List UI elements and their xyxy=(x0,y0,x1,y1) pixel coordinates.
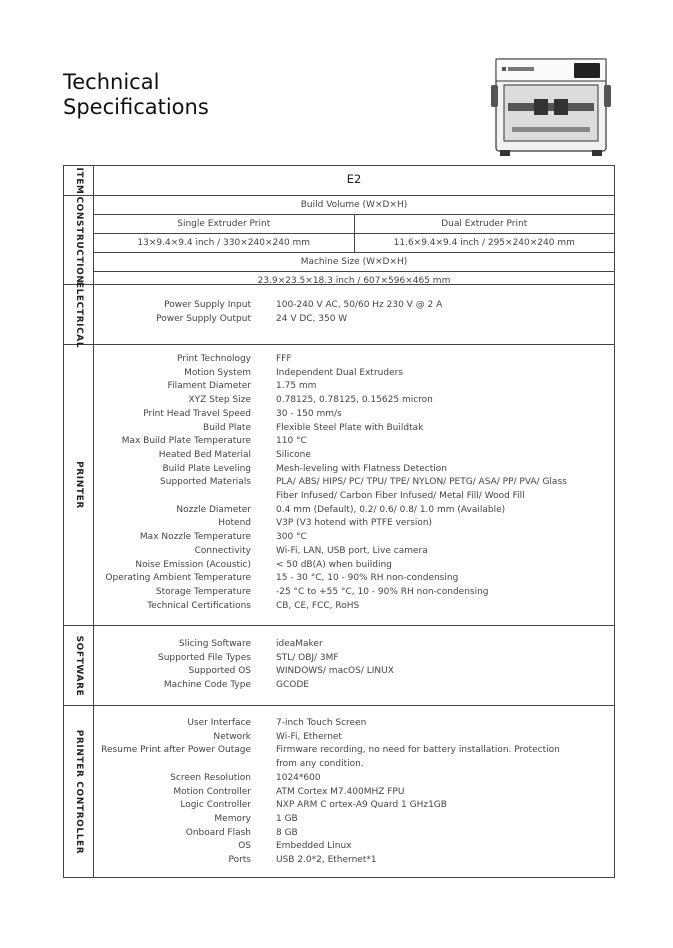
spec-value: 1 GB xyxy=(276,813,298,824)
spec-key: Hotend xyxy=(218,518,251,529)
spec-row xyxy=(94,758,614,772)
spec-row xyxy=(94,772,614,786)
spec-row xyxy=(94,517,614,531)
page-title xyxy=(63,70,209,120)
spec-key: Print Head Travel Speed xyxy=(143,408,251,419)
spec-key: XYZ Step Size xyxy=(188,395,251,406)
build-volume-header: Build Volume (W×D×H) xyxy=(300,200,408,210)
spec-row xyxy=(94,313,614,327)
spec-row xyxy=(94,744,614,758)
spec-key: Nozzle Diameter xyxy=(176,504,251,515)
spec-value: 30 - 150 mm/s xyxy=(276,408,342,419)
spec-value: Flexible Steel Plate with Buildtak xyxy=(276,422,424,433)
spec-row xyxy=(94,435,614,449)
spec-value: 1.75 mm xyxy=(276,381,317,392)
spec-value: FFF xyxy=(276,354,292,364)
dual-extruder-header: Dual Extruder Print xyxy=(354,215,615,233)
spec-row xyxy=(94,572,614,586)
page-title-line-1: Technical xyxy=(63,70,160,94)
spec-value: Mesh-leveling with Flatness Detection xyxy=(276,463,447,474)
controller-section xyxy=(64,705,614,877)
spec-value: PLA/ ABS/ HIPS/ PC/ TPU/ TPE/ NYLON/ PETG/ ASA/ PP/ PVA/ Glass xyxy=(276,477,567,488)
spec-value: STL/ OBJ/ 3MF xyxy=(276,652,339,663)
spec-key: Max Nozzle Temperature xyxy=(139,532,251,543)
spec-row xyxy=(94,799,614,813)
spec-row xyxy=(94,665,614,679)
spec-row xyxy=(94,786,614,800)
spec-value: -25 °C to +55 °C, 10 - 90% RH non-condensing xyxy=(276,586,489,597)
spec-row xyxy=(94,367,614,381)
spec-key xyxy=(94,490,276,504)
spec-row xyxy=(94,679,614,693)
spec-row xyxy=(94,353,614,367)
spec-key: Onboard Flash xyxy=(185,827,251,838)
spec-row xyxy=(94,463,614,477)
spec-row xyxy=(94,476,614,490)
item-section xyxy=(64,166,614,195)
printer-section xyxy=(64,344,614,625)
section-label: ITEM xyxy=(64,166,94,195)
spec-row xyxy=(94,380,614,394)
spec-row xyxy=(94,854,614,868)
spec-key: Technical Certifications xyxy=(147,600,251,611)
spec-key: OS xyxy=(238,841,251,852)
spec-value: Wi-Fi, Ethernet xyxy=(276,731,342,742)
single-extruder-value: 13×9.4×9.4 inch / 330×240×240 mm xyxy=(137,238,311,248)
spec-value: 0.78125, 0.78125, 0.15625 micron xyxy=(276,395,433,406)
spec-value: 15 - 30 °C, 10 - 90% RH non-condensing xyxy=(276,573,459,584)
spec-key: Motion Controller xyxy=(173,786,251,797)
spec-row xyxy=(94,299,614,313)
spec-value: GCODE xyxy=(276,680,309,691)
spec-row xyxy=(94,813,614,827)
spec-row xyxy=(94,422,614,436)
spec-key: Logic Controller xyxy=(180,800,251,811)
spec-value: Fiber Infused/ Carbon Fiber Infused/ Metal Fill/ Wood Fill xyxy=(276,491,525,502)
spec-value: Wi-Fi, LAN, USB port, Live camera xyxy=(276,545,428,556)
spec-value: Firmware recording, no need for battery installation. Protection xyxy=(276,745,560,756)
spec-key: Power Supply Input xyxy=(164,300,251,310)
section-label: SOFTWARE xyxy=(64,626,94,705)
spec-key: Operating Ambient Temperature xyxy=(105,573,251,584)
spec-value: Independent Dual Extruders xyxy=(276,367,404,378)
spec-value: V3P (V3 hotend with PTFE version) xyxy=(276,518,433,529)
spec-value: 7-inch Touch Screen xyxy=(276,718,367,728)
dual-extruder-value: 11.6×9.4×9.4 inch / 295×240×240 mm xyxy=(354,234,615,252)
spec-key: Screen Resolution xyxy=(170,772,251,783)
spec-table xyxy=(63,165,615,878)
spec-value: 300 °C xyxy=(276,532,307,543)
spec-value: 100-240 V AC, 50/60 Hz 230 V @ 2 A xyxy=(276,300,443,310)
controller-rows xyxy=(94,717,614,868)
spec-row xyxy=(94,638,614,652)
construction-section xyxy=(64,195,614,284)
spec-value: 24 V DC, 350 W xyxy=(276,313,348,324)
spec-value: Embedded Linux xyxy=(276,841,352,852)
spec-value: NXP ARM C ortex-A9 Quard 1 GHz1GB xyxy=(276,800,447,811)
spec-key: User Interface xyxy=(187,718,251,728)
spec-row xyxy=(94,652,614,666)
spec-row xyxy=(94,531,614,545)
spec-key: Supported File Types xyxy=(158,652,251,663)
spec-row xyxy=(94,490,614,504)
spec-key: Build Plate xyxy=(203,422,251,433)
page-title-line-2: Specifications xyxy=(63,95,209,119)
spec-key: Heated Bed Material xyxy=(158,449,251,460)
spec-row xyxy=(94,449,614,463)
software-section xyxy=(64,625,614,705)
machine-size-value: 23.9×23.5×18.3 inch / 607×596×465 mm xyxy=(94,271,614,290)
single-extruder-header: Single Extruder Print xyxy=(177,219,271,229)
spec-key: Max Build Plate Temperature xyxy=(121,436,251,447)
spec-value: < 50 dB(A) when building xyxy=(276,559,392,570)
spec-row xyxy=(94,559,614,573)
spec-value: Silicone xyxy=(276,449,311,460)
section-label: CONSTRUCTION xyxy=(64,196,94,284)
spec-key xyxy=(94,758,276,772)
spec-row xyxy=(94,408,614,422)
spec-row xyxy=(94,840,614,854)
spec-key: Filament Diameter xyxy=(167,381,251,392)
spec-row xyxy=(94,394,614,408)
spec-key: Resume Print after Power Outage xyxy=(101,745,251,756)
spec-key: Supported OS xyxy=(188,666,251,677)
machine-size-header: Machine Size (W×D×H) xyxy=(94,252,614,271)
spec-value: ATM Cortex M7.400MHZ FPU xyxy=(276,786,405,797)
spec-row xyxy=(94,731,614,745)
spec-key: Supported Materials xyxy=(160,477,251,488)
spec-value: ideaMaker xyxy=(276,639,323,649)
spec-value: USB 2.0*2, Ethernet*1 xyxy=(276,855,377,866)
spec-key: Network xyxy=(213,731,251,742)
spec-key: Build Plate Leveling xyxy=(162,463,251,474)
extruder-headers xyxy=(94,214,614,233)
spec-key: Slicing Software xyxy=(178,639,251,649)
spec-key: Memory xyxy=(214,813,251,824)
spec-key: Noise Emission (Acoustic) xyxy=(135,559,251,570)
spec-key: Machine Code Type xyxy=(163,680,251,691)
spec-value: WINDOWS/ macOS/ LINUX xyxy=(276,666,394,677)
spec-key: Ports xyxy=(228,855,251,866)
model-name: E2 xyxy=(346,172,362,186)
spec-row xyxy=(94,600,614,614)
spec-value: 110 °C xyxy=(276,436,307,447)
spec-row xyxy=(94,504,614,518)
section-label: PRINTER xyxy=(64,345,94,625)
spec-value: from any condition. xyxy=(276,759,364,770)
spec-key: Print Technology xyxy=(177,354,251,364)
spec-row xyxy=(94,545,614,559)
electrical-rows xyxy=(94,299,614,326)
spec-key: Power Supply Output xyxy=(156,313,251,324)
spec-value: 0.4 mm (Default), 0.2/ 0.6/ 0.8/ 1.0 mm (Available) xyxy=(276,504,506,515)
spec-row xyxy=(94,717,614,731)
software-rows xyxy=(94,638,614,693)
spec-value: 8 GB xyxy=(276,827,298,838)
section-label: PRINTER CONTROLLER xyxy=(64,706,94,877)
spec-key: Connectivity xyxy=(194,545,251,556)
spec-value: CB, CE, FCC, RoHS xyxy=(276,600,360,611)
extruder-values xyxy=(94,233,614,252)
spec-key: Motion System xyxy=(184,367,251,378)
spec-key: Storage Temperature xyxy=(155,586,251,597)
section-label: ELECTRICAL xyxy=(64,285,94,344)
printer-rows xyxy=(94,353,614,613)
spec-row xyxy=(94,586,614,600)
3d-printer-illustration xyxy=(490,55,612,157)
spec-row xyxy=(94,827,614,841)
spec-value: 1024*600 xyxy=(276,772,321,783)
